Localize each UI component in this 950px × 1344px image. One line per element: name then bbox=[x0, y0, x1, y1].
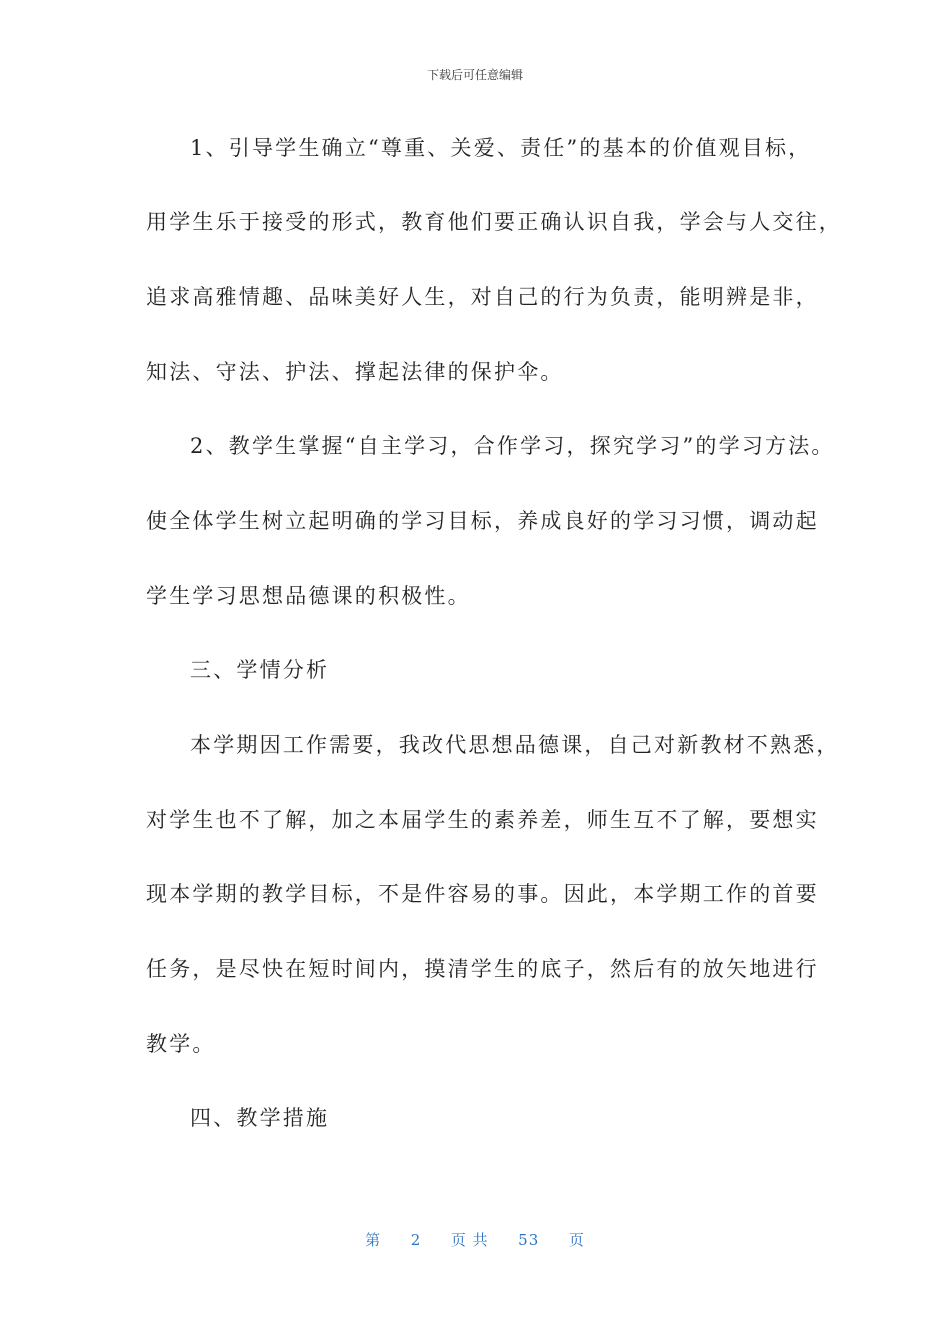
section-heading: 三、学情分析 bbox=[190, 658, 330, 682]
paragraph-line: 现本学期的教学目标，不是件容易的事。因此，本学期工作的首要 bbox=[146, 882, 819, 906]
page-footer bbox=[0, 1229, 950, 1250]
paragraph-line: 2、教学生掌握“自主学习，合作学习，探究学习”的学习方法。 bbox=[190, 434, 835, 458]
section-heading: 四、教学措施 bbox=[190, 1106, 330, 1130]
footer-page-mid: 页 共 bbox=[450, 1231, 489, 1249]
footer-page-prefix: 第 bbox=[365, 1231, 382, 1249]
paragraph-line: 对学生也不了解，加之本届学生的素养差，师生互不了解，要想实 bbox=[146, 808, 819, 832]
footer-page-number: 2 bbox=[410, 1231, 422, 1249]
paragraph-line: 使全体学生树立起明确的学习目标，养成良好的学习习惯，调动起 bbox=[146, 509, 819, 533]
paragraph-line: 教学。 bbox=[146, 1032, 216, 1056]
footer-page-suffix: 页 bbox=[568, 1231, 585, 1249]
footer-total-pages: 53 bbox=[518, 1231, 540, 1249]
paragraph-line: 用学生乐于接受的形式，教育他们要正确认识自我，学会与人交往， bbox=[146, 210, 842, 234]
page-header-note: 下载后可任意编辑 bbox=[426, 68, 523, 82]
paragraph-line: 追求高雅情趣、品味美好人生，对自己的行为负责，能明辨是非， bbox=[146, 285, 819, 309]
paragraph-line: 任务，是尽快在短时间内，摸清学生的底子，然后有的放矢地进行 bbox=[146, 957, 819, 981]
paragraph-line: 1、引导学生确立“尊重、关爱、责任”的基本的价值观目标， bbox=[190, 136, 812, 160]
paragraph-line: 学生学习思想品德课的积极性。 bbox=[146, 584, 471, 608]
paragraph-line: 本学期因工作需要，我改代思想品德课，自己对新教材不熟悉， bbox=[190, 733, 840, 757]
paragraph-line: 知法、守法、护法、撑起法律的保护伞。 bbox=[146, 360, 564, 384]
